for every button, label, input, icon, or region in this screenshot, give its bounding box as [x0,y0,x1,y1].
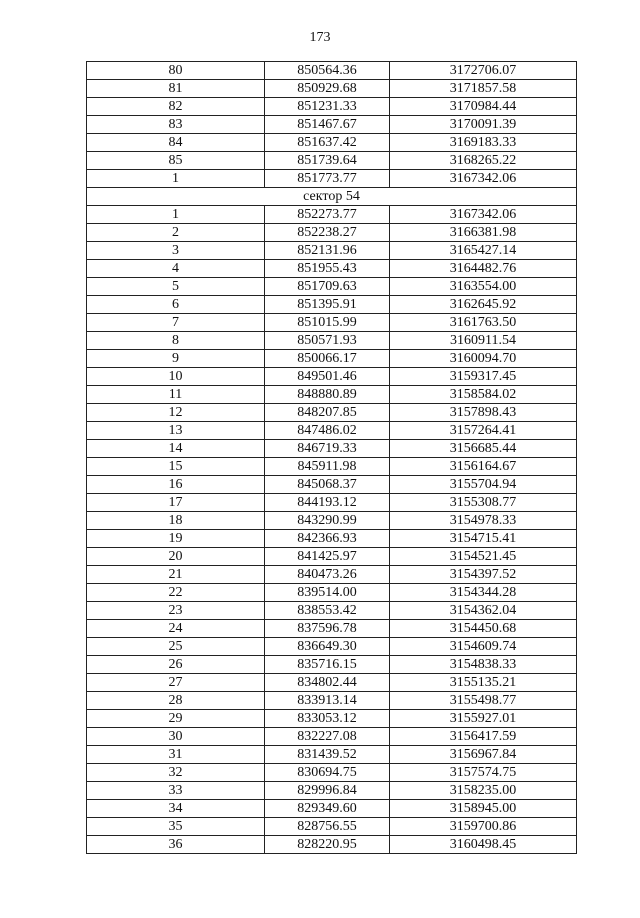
y-coordinate-cell: 3156164.67 [390,458,577,476]
y-coordinate-cell: 3155927.01 [390,710,577,728]
table-row [87,800,577,818]
x-coordinate-cell: 836649.30 [265,638,390,656]
y-coordinate-cell: 3154521.45 [390,548,577,566]
table-row [87,206,577,224]
table-row [87,602,577,620]
x-coordinate-cell: 845068.37 [265,476,390,494]
x-coordinate-cell: 841425.97 [265,548,390,566]
y-coordinate-cell: 3155498.77 [390,692,577,710]
x-coordinate-cell: 851709.63 [265,278,390,296]
y-coordinate-cell: 3164482.76 [390,260,577,278]
x-coordinate-cell: 833053.12 [265,710,390,728]
y-coordinate-cell: 3171857.58 [390,80,577,98]
point-number-cell: 18 [87,512,265,530]
coordinates-table [86,61,577,854]
section-label: сектор 54 [87,188,577,206]
x-coordinate-cell: 842366.93 [265,530,390,548]
x-coordinate-cell: 831439.52 [265,746,390,764]
table-row [87,728,577,746]
y-coordinate-cell: 3170091.39 [390,116,577,134]
y-coordinate-cell: 3158235.00 [390,782,577,800]
table-row [87,332,577,350]
y-coordinate-cell: 3154838.33 [390,656,577,674]
table-row [87,746,577,764]
x-coordinate-cell: 843290.99 [265,512,390,530]
table-row [87,368,577,386]
point-number-cell: 12 [87,404,265,422]
point-number-cell: 2 [87,224,265,242]
table-row [87,80,577,98]
x-coordinate-cell: 838553.42 [265,602,390,620]
x-coordinate-cell: 849501.46 [265,368,390,386]
y-coordinate-cell: 3154397.52 [390,566,577,584]
table-row [87,476,577,494]
x-coordinate-cell: 829996.84 [265,782,390,800]
point-number-cell: 1 [87,206,265,224]
x-coordinate-cell: 851773.77 [265,170,390,188]
point-number-cell: 22 [87,584,265,602]
point-number-cell: 33 [87,782,265,800]
point-number-cell: 14 [87,440,265,458]
table-row [87,170,577,188]
table-row [87,620,577,638]
x-coordinate-cell: 850571.93 [265,332,390,350]
point-number-cell: 84 [87,134,265,152]
point-number-cell: 8 [87,332,265,350]
x-coordinate-cell: 837596.78 [265,620,390,638]
y-coordinate-cell: 3170984.44 [390,98,577,116]
x-coordinate-cell: 852273.77 [265,206,390,224]
table-row [87,422,577,440]
x-coordinate-cell: 828220.95 [265,836,390,854]
point-number-cell: 24 [87,620,265,638]
table-row [87,350,577,368]
y-coordinate-cell: 3169183.33 [390,134,577,152]
table-row [87,260,577,278]
table-row [87,242,577,260]
point-number-cell: 31 [87,746,265,764]
point-number-cell: 1 [87,170,265,188]
y-coordinate-cell: 3168265.22 [390,152,577,170]
y-coordinate-cell: 3155704.94 [390,476,577,494]
y-coordinate-cell: 3163554.00 [390,278,577,296]
point-number-cell: 26 [87,656,265,674]
point-number-cell: 20 [87,548,265,566]
point-number-cell: 5 [87,278,265,296]
y-coordinate-cell: 3161763.50 [390,314,577,332]
x-coordinate-cell: 834802.44 [265,674,390,692]
table-row [87,224,577,242]
x-coordinate-cell: 851637.42 [265,134,390,152]
point-number-cell: 34 [87,800,265,818]
x-coordinate-cell: 847486.02 [265,422,390,440]
point-number-cell: 36 [87,836,265,854]
table-row [87,62,577,80]
point-number-cell: 13 [87,422,265,440]
table-row [87,764,577,782]
y-coordinate-cell: 3156685.44 [390,440,577,458]
point-number-cell: 23 [87,602,265,620]
x-coordinate-cell: 851467.67 [265,116,390,134]
y-coordinate-cell: 3156967.84 [390,746,577,764]
x-coordinate-cell: 848880.89 [265,386,390,404]
table-row [87,152,577,170]
table-row [87,296,577,314]
point-number-cell: 7 [87,314,265,332]
section-header-group [87,188,577,206]
x-coordinate-cell: 852131.96 [265,242,390,260]
table-row [87,278,577,296]
section-header-row [87,188,577,206]
y-coordinate-cell: 3154978.33 [390,512,577,530]
x-coordinate-cell: 835716.15 [265,656,390,674]
y-coordinate-cell: 3162645.92 [390,296,577,314]
x-coordinate-cell: 850066.17 [265,350,390,368]
point-number-cell: 35 [87,818,265,836]
table-row [87,116,577,134]
x-coordinate-cell: 851015.99 [265,314,390,332]
y-coordinate-cell: 3159700.86 [390,818,577,836]
point-number-cell: 29 [87,710,265,728]
y-coordinate-cell: 3154362.04 [390,602,577,620]
point-number-cell: 3 [87,242,265,260]
y-coordinate-cell: 3160094.70 [390,350,577,368]
x-coordinate-cell: 844193.12 [265,494,390,512]
x-coordinate-cell: 851395.91 [265,296,390,314]
x-coordinate-cell: 830694.75 [265,764,390,782]
table-row [87,530,577,548]
point-number-cell: 9 [87,350,265,368]
table-row [87,134,577,152]
table-row [87,98,577,116]
y-coordinate-cell: 3156417.59 [390,728,577,746]
x-coordinate-cell: 829349.60 [265,800,390,818]
table-row [87,818,577,836]
point-number-cell: 25 [87,638,265,656]
point-number-cell: 19 [87,530,265,548]
y-coordinate-cell: 3167342.06 [390,170,577,188]
y-coordinate-cell: 3165427.14 [390,242,577,260]
table-row [87,674,577,692]
table-row [87,494,577,512]
point-number-cell: 27 [87,674,265,692]
x-coordinate-cell: 845911.98 [265,458,390,476]
y-coordinate-cell: 3155308.77 [390,494,577,512]
table-row [87,512,577,530]
point-number-cell: 17 [87,494,265,512]
table-row [87,638,577,656]
x-coordinate-cell: 851231.33 [265,98,390,116]
table-row [87,440,577,458]
x-coordinate-cell: 852238.27 [265,224,390,242]
y-coordinate-cell: 3154715.41 [390,530,577,548]
section-rows [87,206,577,854]
y-coordinate-cell: 3155135.21 [390,674,577,692]
table-row [87,386,577,404]
point-number-cell: 32 [87,764,265,782]
table-row [87,548,577,566]
table-row [87,710,577,728]
point-number-cell: 16 [87,476,265,494]
y-coordinate-cell: 3167342.06 [390,206,577,224]
x-coordinate-cell: 832227.08 [265,728,390,746]
point-number-cell: 28 [87,692,265,710]
point-number-cell: 30 [87,728,265,746]
y-coordinate-cell: 3160498.45 [390,836,577,854]
y-coordinate-cell: 3157898.43 [390,404,577,422]
x-coordinate-cell: 846719.33 [265,440,390,458]
y-coordinate-cell: 3157264.41 [390,422,577,440]
table-row [87,458,577,476]
x-coordinate-cell: 851739.64 [265,152,390,170]
table-row [87,404,577,422]
point-number-cell: 6 [87,296,265,314]
point-number-cell: 82 [87,98,265,116]
table-row [87,692,577,710]
y-coordinate-cell: 3154609.74 [390,638,577,656]
page-number: 173 [309,30,331,45]
y-coordinate-cell: 3172706.07 [390,62,577,80]
table-row [87,566,577,584]
x-coordinate-cell: 851955.43 [265,260,390,278]
point-number-cell: 10 [87,368,265,386]
pre-section-rows [87,62,577,188]
point-number-cell: 21 [87,566,265,584]
table-row [87,836,577,854]
x-coordinate-cell: 828756.55 [265,818,390,836]
point-number-cell: 81 [87,80,265,98]
point-number-cell: 80 [87,62,265,80]
y-coordinate-cell: 3159317.45 [390,368,577,386]
table-row [87,782,577,800]
y-coordinate-cell: 3157574.75 [390,764,577,782]
point-number-cell: 4 [87,260,265,278]
x-coordinate-cell: 839514.00 [265,584,390,602]
x-coordinate-cell: 850564.36 [265,62,390,80]
x-coordinate-cell: 840473.26 [265,566,390,584]
y-coordinate-cell: 3154450.68 [390,620,577,638]
x-coordinate-cell: 848207.85 [265,404,390,422]
table-row [87,656,577,674]
y-coordinate-cell: 3154344.28 [390,584,577,602]
y-coordinate-cell: 3160911.54 [390,332,577,350]
point-number-cell: 15 [87,458,265,476]
y-coordinate-cell: 3158584.02 [390,386,577,404]
x-coordinate-cell: 850929.68 [265,80,390,98]
y-coordinate-cell: 3158945.00 [390,800,577,818]
point-number-cell: 85 [87,152,265,170]
table-row [87,314,577,332]
table-row [87,584,577,602]
x-coordinate-cell: 833913.14 [265,692,390,710]
y-coordinate-cell: 3166381.98 [390,224,577,242]
point-number-cell: 11 [87,386,265,404]
point-number-cell: 83 [87,116,265,134]
